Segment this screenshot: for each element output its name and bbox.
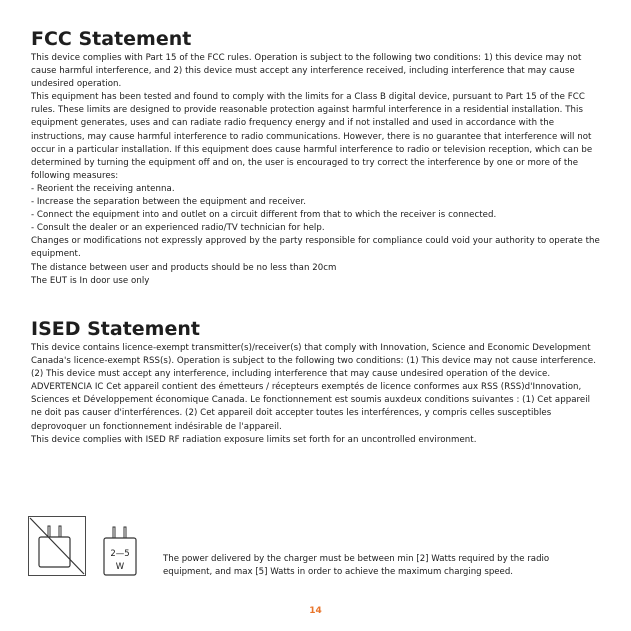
fcc-paragraph: The EUT is In door use only bbox=[31, 275, 150, 286]
fcc-paragraph: The distance between user and products should be no less than 20cm bbox=[31, 262, 337, 273]
watt-unit-label: W bbox=[115, 562, 125, 572]
no-charger-included-icon bbox=[28, 516, 86, 576]
fcc-paragraph: Changes or modifications not expressly approved by the party responsible for compliance could void your authority to operate the equipment. bbox=[31, 236, 600, 260]
ised-body bbox=[31, 342, 601, 447]
page-number: 14 bbox=[309, 606, 322, 616]
fcc-section bbox=[31, 28, 601, 288]
ised-paragraph: This device complies with ISED RF radiation exposure limits set forth for an uncontrolled environment. bbox=[31, 434, 477, 445]
fcc-measure: - Increase the separation between the equipment and receiver. bbox=[31, 197, 307, 208]
fcc-measure: - Consult the dealer or an experienced radio/TV technician for help. bbox=[31, 223, 325, 234]
charger-info bbox=[28, 516, 608, 596]
ised-paragraph: This device contains licence-exempt transmitter(s)/receiver(s) that comply with Innovation, Science and Economic Development Canada's licence-exempt RSS(s). Operation is subject to the following two conditions: (1) This device may not cause interference. (2) This device must accept any interference, including interference that may cause undesired operation of the device. bbox=[31, 343, 597, 380]
fcc-paragraph: This equipment has been tested and found to comply with the limits for a Class B digital device, pursuant to Part 15 of the FCC rules. These limits are designed to provide reasonable protection against harmful interference in a residential installation. This equipment generates, uses and can radiate radio frequency energy and if not installed and used in accordance with the instructions, may cause harmful interference to radio communications. However, there is no guarantee that interference will not occur in a particular installation. If this equipment does cause harmful interference to radio or television reception, which can be determined by turning the equipment off and on, the user is encouraged to try correct the interference by one or more of the following measures: bbox=[31, 92, 593, 181]
charger-description-text: The power delivered by the charger must be between min [2] Watts required by the radio equipment, and max [5] Watts in order to achieve the maximum charging speed. bbox=[163, 554, 550, 578]
no-charger-svg bbox=[29, 517, 85, 575]
charger-svg bbox=[102, 516, 172, 594]
fcc-paragraph: This device complies with Part 15 of the FCC rules. Operation is subject to the following two conditions: 1) this device may not cause harmful interference, and 2) this device must accept any interference received, including interference that may cause undesired operation. bbox=[31, 53, 582, 90]
watt-range-label: 2—5 bbox=[110, 549, 130, 559]
ised-paragraph: ADVERTENCIA IC Cet appareil contient des émetteurs / récepteurs exemptés de licence conformes aux RSS (RSS)d'Innovation, Sciences et Développement économique Canada. Le fonctionnement est soumis auxdeux conditions suivantes : (1) Cet appareil ne doit pas causer d'interférences. (2) Cet appareil doit accepter toutes les interférences, y compris celles susceptibles deprovoquer un fonctionnement indésirable de l'appareil. bbox=[31, 382, 591, 432]
fcc-measure: - Connect the equipment into and outlet on a circuit different from that to which the receiver is connected. bbox=[31, 210, 497, 221]
charger-description bbox=[163, 553, 583, 579]
ised-section bbox=[31, 318, 601, 447]
charger-power-range-icon bbox=[102, 516, 172, 594]
fcc-measure: - Reorient the receiving antenna. bbox=[31, 183, 175, 194]
fcc-body bbox=[31, 52, 601, 288]
ised-title: ISED Statement bbox=[31, 318, 200, 340]
fcc-title: FCC Statement bbox=[31, 28, 192, 50]
